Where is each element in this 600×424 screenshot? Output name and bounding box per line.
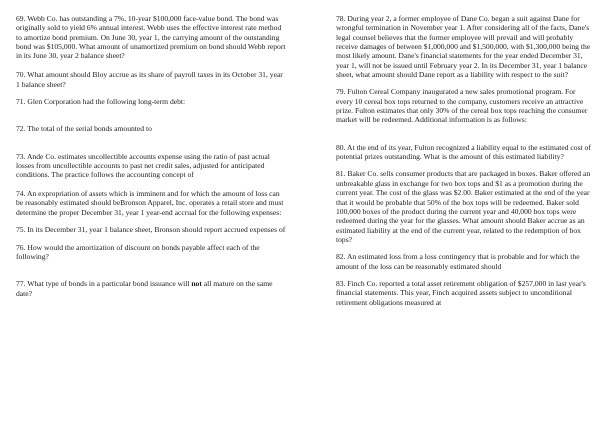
question-73: 73. Ande Co. estimates uncollectible accounts expense using the ratio of past actual losses from uncollectible accounts to past net credit sales, adjusted for anticipated conditions. The practice follows the accounting concept of: [16, 151, 270, 180]
question-83: 83. Finch Co. reported a total asset retirement obligation of $257,000 in last year's financial statements. This year, Finch acquired assets subject to unconditional retirement obligations measured at: [336, 278, 586, 307]
right-column: [336, 14, 591, 316]
question-76: 76. How would the amortization of discount on bonds payable affect each of the following?: [16, 242, 260, 261]
question-80: 80. At the end of its year, Fulton recognized a liability equal to the estimated cost of potential prizes outstanding. What is the amount of this estimated liability?: [336, 142, 591, 162]
emphasis-not: not: [191, 279, 202, 289]
question-79: 79. Fulton Cereal Company inaugurated a new sales promotional program. For every 10 cereal box tops returned to the company, customers receive an attractive prize. Fulton estimates that only 30% of the cereal box tops reaching the consumer market will be redeemed. Additional information is as follows:: [336, 87, 588, 125]
question-74: 74. An expropriation of assets which is imminent and for which the amount of loss can be reasonably estimated should beBronson Apparel, Inc. operates a retail store and must determine the proper December 31, year 1 year-end accrual for the following expenses:: [16, 189, 284, 217]
question-69: 69. Webb Co. has outstanding a 7%, 10-year $100,000 face-value bond. The bond was originally sold to yield 6% annual interest. Webb uses the effective interest rate method to amortize bond premium. On June 30, year 1, the carrying amount of the outstanding bond was $105,000. What amount of unamortized premium on bond should Webb report in its June 30, year 2 balance sheet?: [16, 14, 286, 61]
question-75: 75. In its December 31, year 1 balance sheet, Bronson should report accrued expenses of: [16, 225, 286, 235]
question-81: 81. Baker Co. sells consumer products that are packaged in boxes. Baker offered an unbreakable glass in exchange for two box tops and $1 as a promotion during the current year. The cost of the glass was $2.00. Baker estimated at the end of the year that it would be probable that 50% of the box tops will be redeemed. Baker sold 100,000 boxes of the product during the current year and 40,000 box tops were redeemed during the year for the glasses. What amount should Baker accrue as an estimated liability at the end of the current year, related to the redemption of box tops?: [336, 169, 591, 244]
question-70: 70. What amount should Bloy accrue as its share of payroll taxes in its October 31, year 1 balance sheet?: [16, 70, 283, 89]
question-71: 71. Glen Corporation had the following long-term debt:: [16, 96, 186, 106]
question-82: 82. An estimated loss from a loss contingency that is probable and for which the amount of the loss can be reasonably estimated should: [336, 252, 580, 271]
question-72: 72. The total of the serial bonds amounted to: [16, 124, 152, 134]
left-column: [16, 14, 286, 307]
question-78: 78. During year 2, a former employee of Dane Co. began a suit against Dane for wrongful termination in November year 1. After considering all of the facts, Dane's legal counsel believes that the former employee will prevail and will probably receive damages of between $1,000,000 and $1,500,000, with $1,300,000 being the most likely amount. Dane's financial statements for the year ended December 31, year 1, will not be issued until February year 2. In its December 31, year 1 balance sheet, what amount should Dane report as a liability with respect to the suit?: [336, 14, 591, 80]
question-77: 77. What type of bonds in a particular bond issuance will not all mature on the same date?: [16, 279, 273, 298]
